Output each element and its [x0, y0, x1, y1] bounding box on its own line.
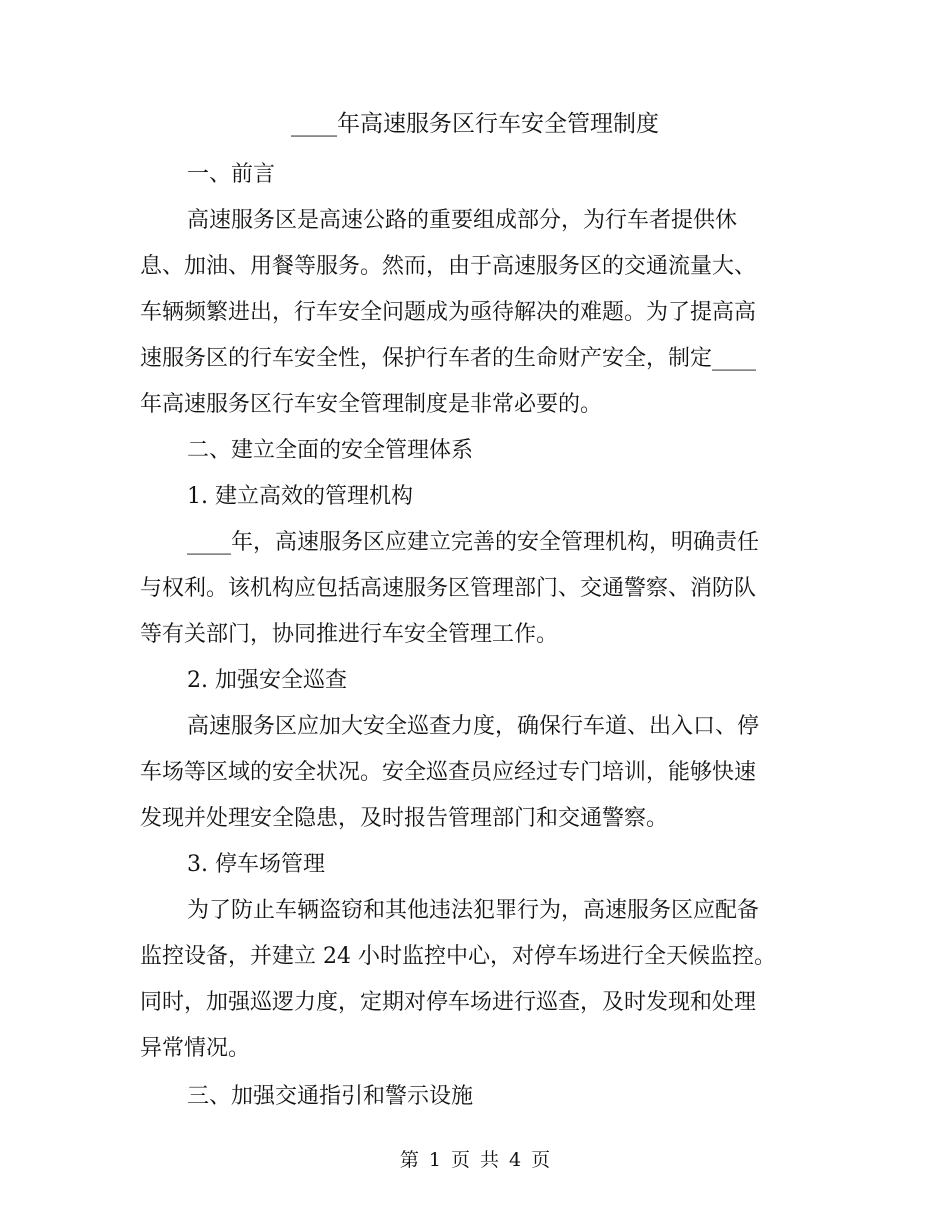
page-footer: 第 1 页 共 4 页	[399, 1149, 551, 1171]
paragraph-line: 车场等区域的安全状况。安全巡查员应经过专门培训，能够快速	[140, 760, 757, 785]
subsection-heading: 2. 加强安全巡查	[187, 668, 347, 693]
paragraph-line: 同时，加强巡逻力度，定期对停车场进行巡查，及时发现和处理	[140, 990, 757, 1015]
paragraph-line: 车辆频繁进出，行车安全问题成为亟待解决的难题。为了提高高	[140, 300, 757, 325]
document-title: ____年高速服务区行车安全管理制度	[291, 111, 659, 137]
paragraph-line: 息、加油、用餐等服务。然而，由于高速服务区的交通流量大、	[140, 254, 757, 279]
subsection-heading: 1. 建立高效的管理机构	[187, 484, 413, 509]
section-heading: 三、加强交通指引和警示设施	[187, 1084, 474, 1109]
paragraph-line: ____年，高速服务区应建立完善的安全管理机构，明确责任	[187, 530, 760, 555]
paragraph-line: 监控设备，并建立 24 小时监控中心，对停车场进行全天候监控。	[140, 944, 776, 969]
paragraph-line: 速服务区的行车安全性，保护行车者的生命财产安全，制定____	[140, 346, 757, 371]
paragraph-line: 发现并处理安全隐患，及时报告管理部门和交通警察。	[140, 806, 669, 831]
paragraph-line: 年高速服务区行车安全管理制度是非常必要的。	[140, 392, 603, 417]
document-body	[140, 152, 804, 1120]
paragraph-line: 为了防止车辆盗窃和其他违法犯罪行为，高速服务区应配备	[187, 898, 760, 923]
section-heading: 一、前言	[187, 162, 276, 187]
paragraph-line: 等有关部门，协同推进行车安全管理工作。	[140, 622, 559, 647]
paragraph-line: 与权利。该机构应包括高速服务区管理部门、交通警察、消防队	[140, 576, 757, 601]
subsection-heading: 3. 停车场管理	[187, 852, 325, 877]
paragraph-line: 异常情况。	[140, 1036, 251, 1061]
paragraph-line: 高速服务区应加大安全巡查力度，确保行车道、出入口、停	[187, 714, 760, 739]
paragraph-line: 高速服务区是高速公路的重要组成部分，为行车者提供休	[187, 208, 738, 233]
section-heading: 二、建立全面的安全管理体系	[187, 438, 474, 463]
